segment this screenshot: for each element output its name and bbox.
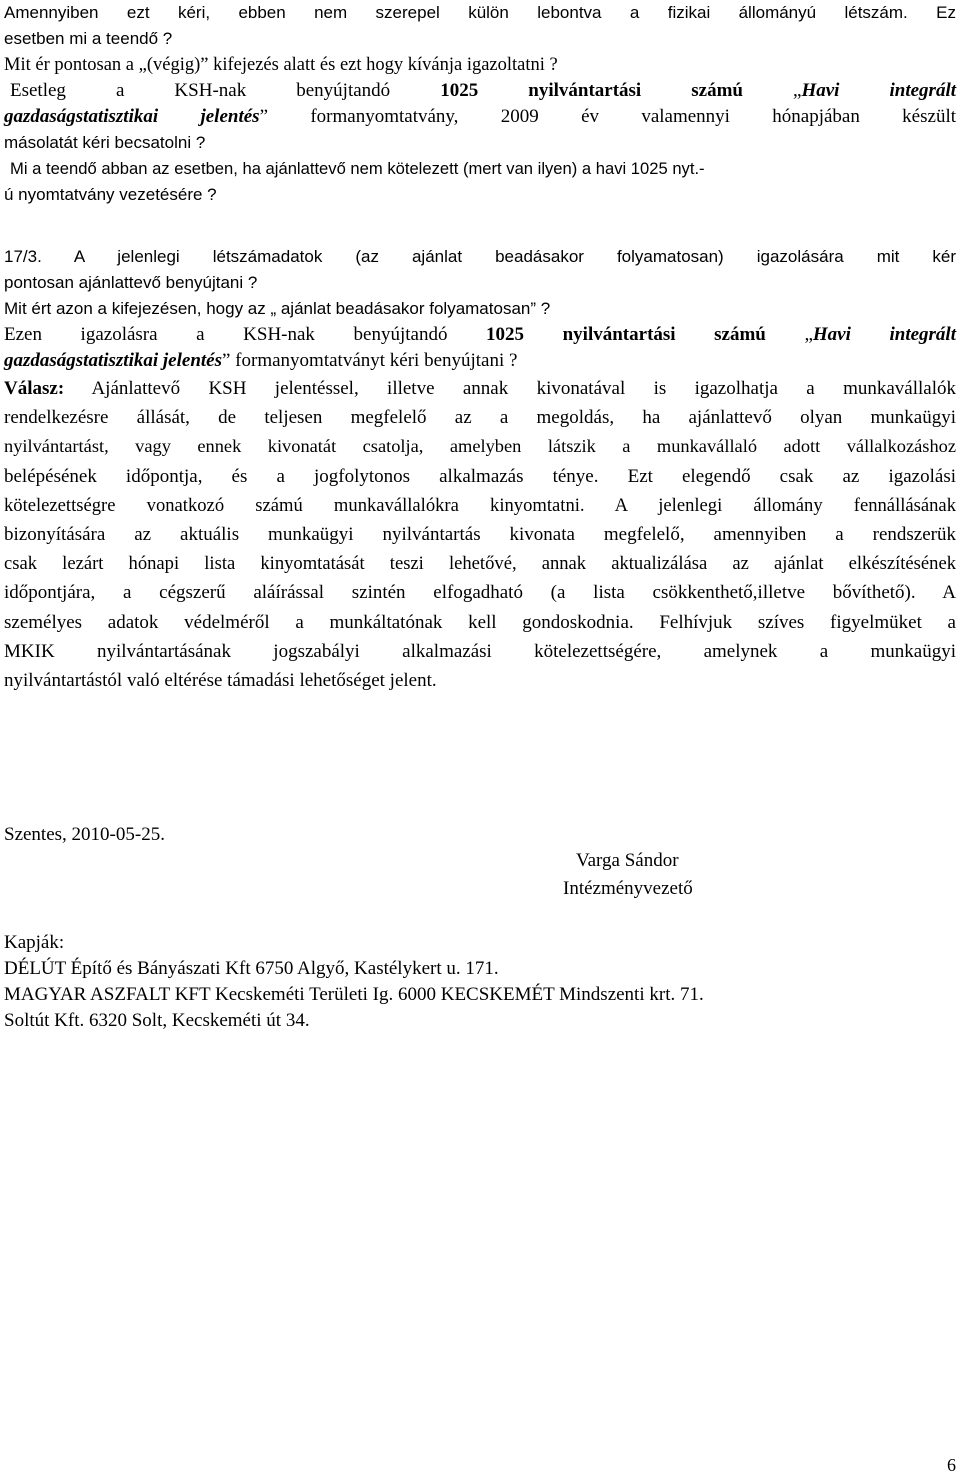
answer-line-8: időpontjára, a cégszerű aláírással szintén elfogadható (a lista csökkenthető,illetve bővíthető). A [4,582,956,604]
question-2-line-1: 17/3. A jelenlegi létszámadatok (az ajánlat beadásakor folyamatosan) igazolására mit kér [4,247,956,266]
question-1-line-3: Mit ér pontosan a „(végig)” kifejezés alatt és ezt hogy kívánja igazoltatni ? [4,55,558,75]
question-2-line-4: Ezen igazolásra a KSH-nak benyújtandó 1025 nyilvántartási számú „Havi integrált [4,324,956,345]
place-date: Szentes, 2010-05-25. [4,824,165,845]
answer-line-11: nyilvántartástól való eltérése támadási lehetőséget jelent. [4,670,437,692]
question-1-line-7: Mi a teendő abban az esetben, ha ajánlattevő nem kötelezett (mert van ilyen) a havi 1025 nyt.- [10,159,705,178]
answer-line-5: kötelezettségre vonatkozó számú munkavállalókra kinyomtatni. A jelenlegi állomány fennállásának [4,494,956,516]
answer-line-2: rendelkezésre állását, de teljesen megfelelő az a megoldás, ha ajánlattevő olyan munkaügyi [4,407,956,429]
question-1-line-6: másolatát kéri becsatolni ? [4,133,206,152]
answer-line-3: nyilvántartást, vagy ennek kivonatát csatolja, amelyben látszik a munkavállaló adott vállalkozáshoz [4,436,956,457]
recipients-label: Kapják: [4,932,65,953]
question-1-line-8: ú nyomtatvány vezetésére ? [4,185,217,204]
answer-line-4: belépésének időpontja, és a jogfolytonos alkalmazás ténye. Ezt elegendő csak az igazolási [4,465,956,487]
page-number: 6 [947,1455,956,1475]
recipient-item: DÉLÚT Építő és Bányászati Kft 6750 Algyő, Kastélykert u. 171. [4,958,499,979]
question-2-line-2: pontosan ajánlattevő benyújtani ? [4,273,258,292]
question-1-line-5: gazdaságstatisztikai jelentés” formanyomtatvány, 2009 év valamennyi hónapjában készült [4,106,957,127]
answer-line-6: bizonyítására az aktuális munkaügyi nyilvántartás kivonata megfelelő, amennyiben a rendszerük [4,524,956,546]
answer-line-1: Válasz: Ajánlattevő KSH jelentéssel, illetve annak kivonatával is igazolhatja a munkavállalók [4,378,956,399]
question-2-line-3: Mit ért azon a kifejezésen, hogy az „ ajánlat beadásakor folyamatosan” ? [4,299,551,318]
question-1-line-1: Amennyiben ezt kéri, ebben nem szerepel külön lebontva a fizikai állományú létszám. Ez [4,3,956,22]
question-1-line-2: esetben mi a teendő ? [4,29,173,48]
question-block-1 [4,0,956,208]
signer-name: Varga Sándor [576,850,679,871]
answer-line-7: csak lezárt hónapi lista kinyomtatását teszi lehetővé, annak aktualizálása az ajánlat elkészítésének [4,553,956,575]
recipients-block [4,930,956,1034]
recipient-item: Soltút Kft. 6320 Solt, Kecskeméti út 34. [4,1010,310,1031]
question-block-2 [4,244,956,374]
signer-title: Intézményvezető [563,878,693,899]
question-1-line-4: Esetleg a KSH-nak benyújtandó 1025 nyilvántartási számú „Havi integrált [10,80,957,101]
answer-label: Válasz: [4,378,65,399]
answer-block [4,374,956,695]
recipient-item: MAGYAR ASZFALT KFT Kecskeméti Területi Ig. 6000 KECSKEMÉT Mindszenti krt. 71. [4,984,704,1005]
answer-line-10: MKIK nyilvántartásának jogszabályi alkalmazási kötelezettségére, amelynek a munkaügyi [4,640,956,662]
answer-line-9: személyes adatok védelméről a munkáltatónak kell gondoskodnia. Felhívjuk szíves figyelmüket a [4,611,956,633]
question-2-line-5: gazdaságstatisztikai jelentés” formanyomtatványt kéri benyújtani ? [4,350,518,371]
